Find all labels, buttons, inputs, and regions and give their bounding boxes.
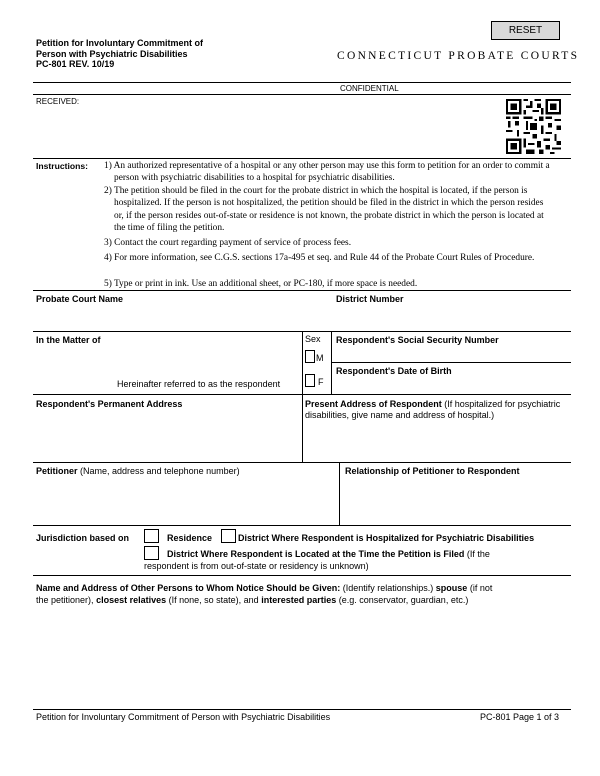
located-note: (If the: [466, 549, 490, 559]
address-rule: [33, 462, 571, 463]
petitioner-divider: [339, 462, 340, 525]
footer-title: Petition for Involuntary Commitment of Person with Psychiatric Disabilities: [36, 712, 331, 722]
relationship-label: Relationship of Petitioner to Respondent: [345, 466, 520, 476]
hospitalized-label: District Where Respondent is Hospitalized for Psychiatric Disabilities: [238, 533, 535, 543]
residence-label: Residence: [167, 533, 213, 543]
qr-code: [506, 99, 561, 154]
located-label: [167, 549, 490, 559]
permanent-address-label: Respondent's Permanent Address: [36, 399, 183, 409]
instruction-item: 2) The petition should be filed in the court for the probate district in which the hospital is located, if the person is hospitalized. If the person is not hospitalized, the petition should be filed in the district in which the person resides or, if the person resides out-of-state or residence is not known, the probate district in which the person is located at the time of filing the petition.: [104, 186, 544, 234]
district-number-label: District Number: [336, 294, 404, 304]
header-rule: [33, 82, 571, 83]
sex-f-label: F: [318, 377, 324, 387]
confidential-label: CONFIDENTIAL: [340, 84, 399, 93]
instructions-label: Instructions:: [36, 161, 89, 171]
district-number-field[interactable]: [333, 305, 571, 330]
residence-checkbox[interactable]: [144, 529, 159, 543]
footer-page: PC-801 Page 1 of 3: [480, 712, 560, 722]
address-divider: [302, 394, 303, 462]
permanent-address-field[interactable]: [33, 410, 301, 462]
matter-of-label: In the Matter of: [36, 335, 101, 345]
ssn-label: Respondent's Social Security Number: [336, 335, 499, 345]
instruction-item: 4) For more information, see C.G.S. sections 17a-495 et seq. and Rule 44 of the Probate Court Rules of Procedure.: [104, 253, 535, 263]
petitioner-bold: Petitioner: [36, 466, 78, 476]
petitioner-note: (Name, address and telephone number): [80, 466, 240, 476]
instructions-rule: [33, 290, 571, 291]
notice-text: (If none, so state), and: [168, 595, 259, 605]
instruction-item: 5) Type or print in ink. Use an additional sheet, or PC-180, if more space is needed.: [104, 279, 418, 289]
instruction-item: 1) An authorized representative of a hospital or any other person may use this form to petition for an order to commit a person with psychiatric disabilities to a hospital for psychiatric disabilities.: [104, 161, 550, 184]
sex-m-checkbox[interactable]: [305, 350, 315, 363]
located-checkbox[interactable]: [144, 546, 159, 560]
notice-text: (if not: [469, 583, 493, 593]
notice-spouse: spouse: [435, 583, 468, 593]
sex-divider-left: [302, 331, 303, 394]
dob-field[interactable]: [333, 377, 571, 393]
ssn-field[interactable]: [333, 346, 571, 362]
court-name: CONNECTICUT PROBATE COURTS: [337, 50, 580, 62]
petitioner-rule: [33, 525, 571, 526]
hereinafter-note: Hereinafter referred to as the respondent: [117, 379, 281, 389]
jurisdiction-rule: [33, 575, 571, 576]
reset-button[interactable]: RESET: [491, 21, 560, 40]
probate-court-label: Probate Court Name: [36, 294, 124, 304]
form-number: PC-801 REV. 10/19: [36, 59, 115, 69]
notice-text: the petitioner),: [36, 595, 94, 605]
petitioner-field[interactable]: [33, 478, 337, 524]
probate-court-field[interactable]: [33, 305, 330, 330]
notice-relatives: closest relatives: [96, 595, 167, 605]
present-address-note: (If hospitalized for psychiatric disabilities, give name and address of hospital.): [305, 399, 561, 420]
notice-interested: interested parties: [261, 595, 337, 605]
located-note-line2: respondent is from out-of-state or residency is unknown): [144, 561, 369, 571]
ssn-rule: [331, 362, 571, 363]
sex-m-label: M: [316, 353, 324, 363]
instruction-item: 3) Contact the court regarding payment of service of process fees.: [104, 238, 352, 248]
sex-label: Sex: [305, 334, 321, 344]
notice-text: (e.g. conservator, guardian, etc.): [338, 595, 469, 605]
dob-label: Respondent's Date of Birth: [336, 366, 452, 376]
notice-text: (Identify relationships.): [342, 583, 434, 593]
confidential-rule: [33, 94, 571, 95]
form-title-line1: Petition for Involuntary Commitment of: [36, 38, 204, 48]
present-address-field[interactable]: [304, 422, 570, 462]
notice-field[interactable]: [33, 610, 571, 708]
relationship-field[interactable]: [341, 478, 570, 524]
sex-f-checkbox[interactable]: [305, 374, 315, 387]
notice-label: [36, 582, 492, 606]
form-title: [36, 38, 203, 70]
footer-rule: [33, 709, 571, 710]
present-address-bold: Present Address of Respondent: [305, 399, 442, 409]
received-label: RECEIVED:: [36, 97, 80, 106]
jurisdiction-label: Jurisdiction based on: [36, 533, 130, 543]
notice-bold-heading: Name and Address of Other Persons to Whom Notice Should be Given:: [36, 583, 341, 593]
form-title-line2: Person with Psychiatric Disabilities: [36, 48, 188, 59]
matter-of-field[interactable]: [33, 346, 301, 376]
located-bold: District Where Respondent is Located at the Time the Petition is Filed: [167, 549, 465, 559]
received-rule: [33, 158, 571, 159]
hospitalized-checkbox[interactable]: [221, 529, 236, 543]
petitioner-label: [36, 466, 240, 476]
present-address-label: [305, 399, 567, 421]
